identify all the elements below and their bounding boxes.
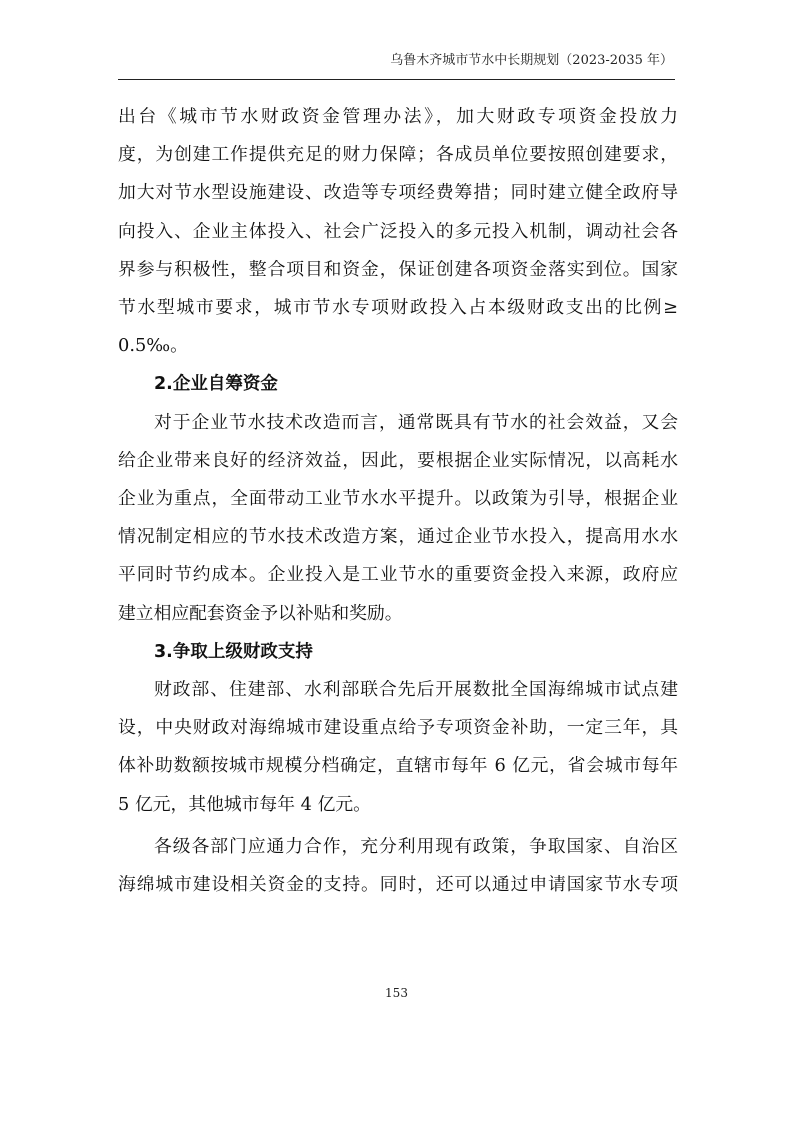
text-line: 企业为重点，全面带动工业节水水平提升。以政策为引导，根据企业 xyxy=(118,488,678,510)
text-line: 5 亿元，其他城市每年 4 亿元。 xyxy=(118,793,371,815)
text-line: 海绵城市建设相关资金的支持。同时，还可以通过申请国家节水专项 xyxy=(118,874,678,896)
text-line: 财政部、住建部、水利部联合先后开展数批全国海绵城市试点建 xyxy=(154,679,678,701)
text-line: 情况制定相应的节水技术改造方案，通过企业节水投入，提高用水水 xyxy=(118,526,678,548)
text-line: 向投入、企业主体投入、社会广泛投入的多元投入机制，调动社会各 xyxy=(118,220,678,242)
text-line: 节水型城市要求，城市节水专项财政投入占本级财政支出的比例≥ xyxy=(118,297,678,319)
paragraph-cooperation xyxy=(118,828,678,904)
paragraph-sponge-city-subsidy xyxy=(118,671,678,824)
text-line: 平同时节约成本。企业投入是工业节水的重要资金投入来源，政府应 xyxy=(118,564,678,586)
text-line: 建立相应配套资金予以补贴和奖励。 xyxy=(118,602,403,624)
text-line: 设，中央财政对海绵城市建设重点给予专项资金补助，一定三年，具 xyxy=(118,717,678,739)
text-line: 体补助数额按城市规模分档确定，直辖市每年 6 亿元，省会城市每年 xyxy=(118,755,678,777)
running-header-title: 乌鲁木齐城市节水中长期规划（2023-2035 年） xyxy=(390,53,673,68)
text-line: 各级各部门应通力合作，充分利用现有政策，争取国家、自治区 xyxy=(154,835,678,857)
section-heading-higher-level-support: 3.争取上级财政支持 xyxy=(154,641,313,662)
document-body xyxy=(118,98,678,904)
text-line: 出台《城市节水财政资金管理办法》，加大财政专项资金投放力 xyxy=(118,106,678,127)
header-divider xyxy=(118,79,675,80)
text-line: 度，为创建工作提供充足的财力保障；各成员单位要按照创建要求， xyxy=(118,144,678,166)
text-line: 对于企业节水技术改造而言，通常既具有节水的社会效益，又会 xyxy=(154,411,678,433)
paragraph-enterprise-funding xyxy=(118,404,678,633)
section-heading-enterprise-funding: 2.企业自筹资金 xyxy=(154,374,278,395)
text-line: 界参与积极性，整合项目和资金，保证创建各项资金落实到位。国家 xyxy=(118,258,678,280)
text-line: 0.5‰。 xyxy=(118,335,188,357)
page-number: 153 xyxy=(385,986,408,1000)
paragraph-financial-management xyxy=(118,98,678,365)
text-line: 加大对节水型设施建设、改造等专项经费筹措；同时建立健全政府导 xyxy=(118,182,678,204)
text-line: 给企业带来良好的经济效益，因此，要根据企业实际情况，以高耗水 xyxy=(118,449,678,471)
